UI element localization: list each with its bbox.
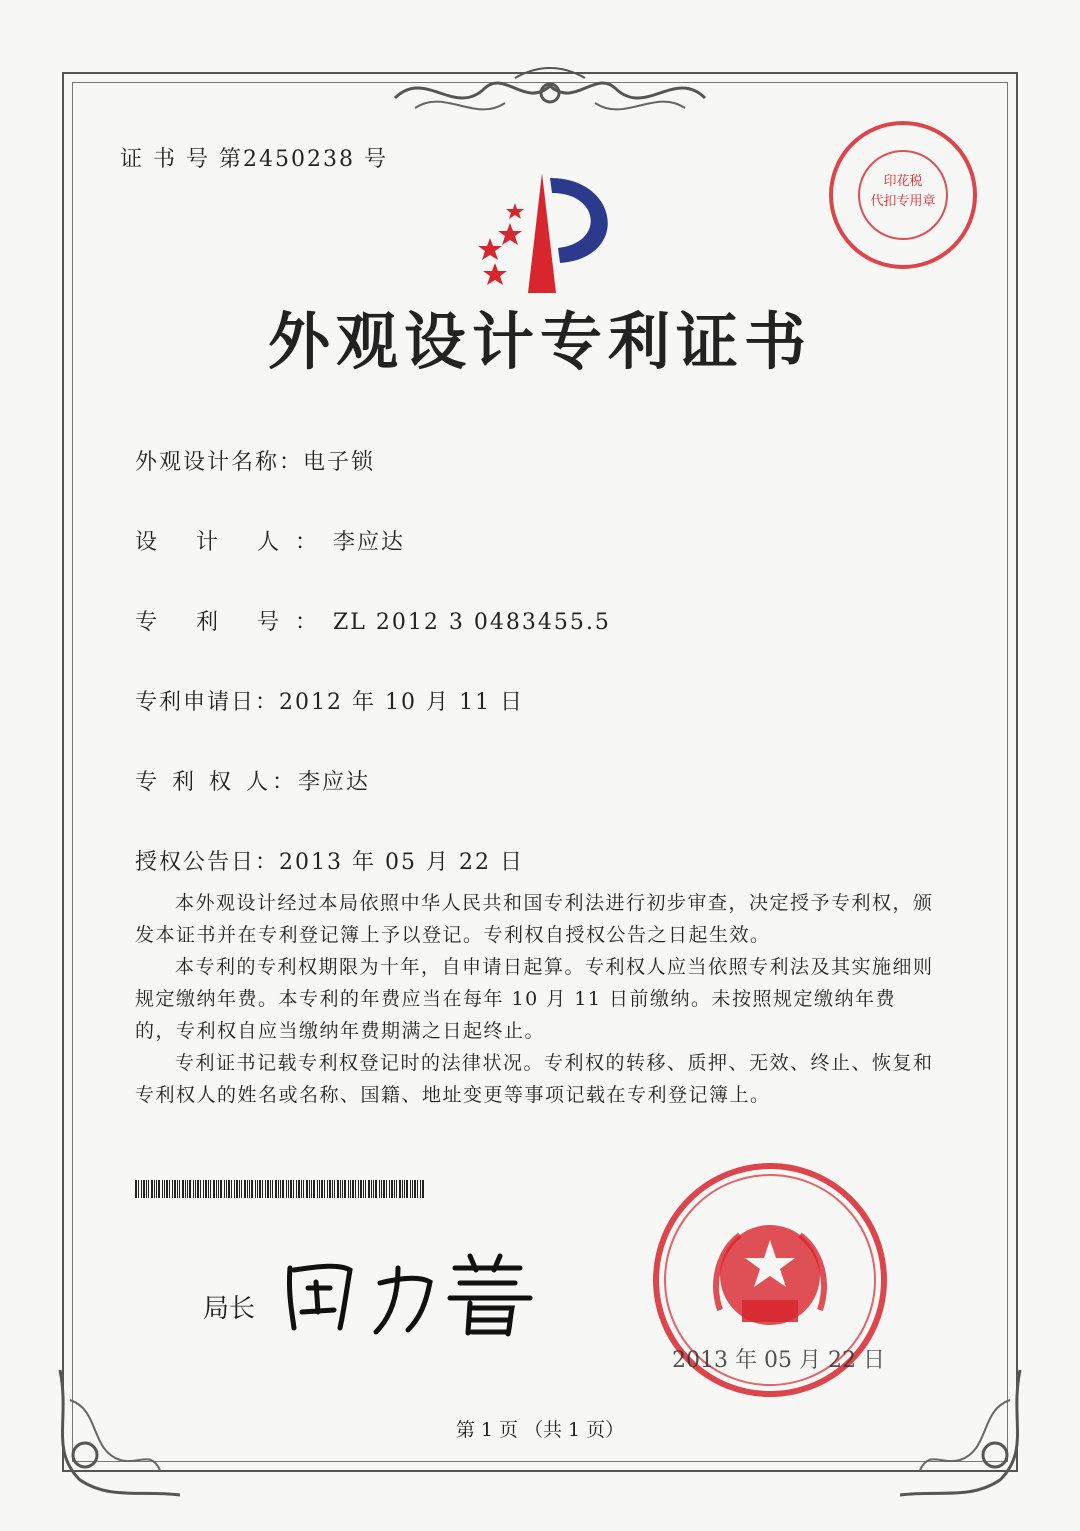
patentee-value: 李应达 <box>297 770 370 795</box>
paragraph-term: 本专利的专利权期限为十年，自申请日起算。专利权人应当依照专利法及其实施细则规定缴纳年费。本专利的年费应当在每年 10 月 11 日前缴纳。未按照规定缴纳年费的，专利权自应当缴纳年费期满之日起终止。 <box>135 956 934 1042</box>
patent-number-value: ZL 2012 3 0483455.5 <box>333 610 611 635</box>
patentee-label: 专 利 权 人： <box>135 770 298 795</box>
patentee-row <box>135 765 370 796</box>
patent-office-logo-icon <box>470 168 630 298</box>
tax-seal-line2: 代扣专用章 <box>870 194 936 209</box>
paragraph-grant: 本外观设计经过本局依照中华人民共和国专利法进行初步审查，决定授予专利权，颁发本证书并在专利登记簿上予以登记。专利权自授权公告之日起生效。 <box>135 892 934 946</box>
patent-number-row <box>135 605 611 636</box>
filing-date-label: 专利申请日： <box>135 690 280 715</box>
design-name-value: 电子锁 <box>303 450 376 475</box>
patent-number-label: 专 利 号： <box>135 610 333 635</box>
paragraph-legal-status: 专利证书记载专利权登记时的法律状况。专利权的转移、质押、无效、终止、恢复和专利权人的姓名或名称、国籍、地址变更等事项记载在专利登记簿上。 <box>135 1052 934 1106</box>
designer-row <box>135 525 405 556</box>
chief-title: 局长 <box>203 1294 256 1324</box>
page-footer: 第 1 页 （共 1 页） <box>455 1419 625 1441</box>
design-name-label: 外观设计名称： <box>135 450 304 475</box>
seal-date: 2013 年 05 月 22 日 <box>672 1348 885 1373</box>
tax-seal-line1: 印花税 <box>883 174 923 189</box>
barcode-icon <box>135 1180 425 1198</box>
designer-label: 设 计 人： <box>135 530 333 555</box>
filing-date-row <box>135 685 524 716</box>
announce-date-value: 2013 年 05 月 22 日 <box>279 850 524 875</box>
top-ornament-icon <box>385 58 715 128</box>
signature-icon <box>280 1248 540 1338</box>
announce-date-row <box>135 845 524 876</box>
certificate-title: 外观设计专利证书 <box>267 305 812 378</box>
certificate-number: 证 书 号 第2450238 号 <box>120 147 388 172</box>
announce-date-label: 授权公告日： <box>135 850 280 875</box>
design-name-row <box>135 445 375 476</box>
filing-date-value: 2012 年 10 月 11 日 <box>279 690 524 715</box>
certificate-body <box>135 887 935 1111</box>
designer-value: 李应达 <box>333 530 406 555</box>
tax-seal-center <box>826 172 980 212</box>
